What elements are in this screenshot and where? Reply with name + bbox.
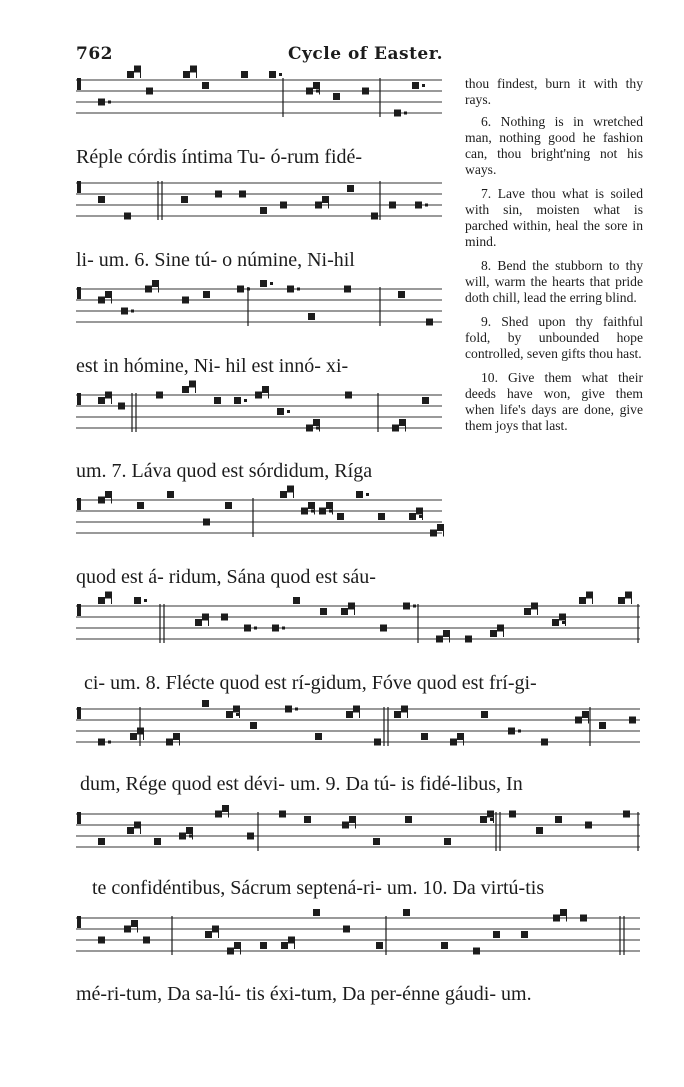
neume-note [629, 717, 636, 724]
neume-note [409, 513, 416, 520]
neume-note [313, 909, 320, 916]
neume-note [215, 191, 222, 198]
mora-dot [490, 818, 493, 821]
neume-note [623, 811, 630, 818]
lyric-line-7: dum, Rége quod est dévi- um. 9. Da tú- is fidé-libus, In [80, 773, 523, 795]
neume-note [320, 608, 327, 615]
neume-note [130, 733, 137, 740]
lyric-line-9: mé-ri-tum, Da sa-lú- tis éxi-tum, Da per-énne gáudi- um. [76, 983, 532, 1005]
neume-note [599, 722, 606, 729]
neume-note [237, 286, 244, 293]
neume-note [579, 597, 586, 604]
neume-note [582, 711, 589, 718]
lyric-line-3: est in hómine, Ni- hil est innó- xi- [76, 355, 349, 377]
neume-note [203, 519, 210, 526]
mora-dot [422, 84, 425, 87]
neume-note [182, 297, 189, 304]
clef-mark [77, 287, 81, 299]
verse-6: 6. Nothing is in wretched man, nothing good he fashion can, thou bright'ning not his ways. [465, 114, 643, 177]
neume-note [426, 319, 433, 326]
neume-note [560, 909, 567, 916]
neume-note [559, 614, 566, 621]
neume-note [118, 403, 125, 410]
neume-note [272, 625, 279, 632]
neume-note [301, 508, 308, 515]
neume-note [244, 625, 251, 632]
mora-dot [425, 204, 428, 207]
neume-note [552, 619, 559, 626]
neume-note [131, 920, 138, 927]
neume-note [260, 942, 267, 949]
neume-note [105, 592, 112, 599]
neume-note [98, 297, 105, 304]
mora-dot [236, 713, 239, 716]
neume-note [322, 196, 329, 203]
neume-note [179, 833, 186, 840]
neume-note [341, 608, 348, 615]
neume-note [315, 733, 322, 740]
neume-note [326, 502, 333, 509]
neume-note [313, 419, 320, 426]
neume-note [277, 408, 284, 415]
neume-note [98, 597, 105, 604]
mora-dot [270, 282, 273, 285]
neume-note [190, 66, 197, 73]
clef-mark [77, 393, 81, 405]
neume-note [202, 700, 209, 707]
neume-note [280, 202, 287, 209]
neume-note [121, 308, 128, 315]
neume-note [580, 915, 587, 922]
neume-note [154, 838, 161, 845]
neume-note [183, 71, 190, 78]
neume-note [241, 71, 248, 78]
neume-note [541, 739, 548, 746]
neume-note [105, 392, 112, 399]
neume-note [378, 513, 385, 520]
neume-note [374, 739, 381, 746]
neume-note [315, 202, 322, 209]
lyric-line-2: li- um. 6. Sine tú- o númine, Ni-hil [76, 249, 355, 271]
neume-note [105, 291, 112, 298]
neume-note [189, 381, 196, 388]
neume-note [287, 486, 294, 493]
neume-note [465, 636, 472, 643]
neume-note [371, 213, 378, 220]
mora-dot [419, 515, 422, 518]
neume-note [214, 397, 221, 404]
clef-mark [77, 498, 81, 510]
neume-note [345, 392, 352, 399]
neume-note [285, 706, 292, 713]
neume-note [287, 286, 294, 293]
neume-note [98, 838, 105, 845]
neume-note [444, 838, 451, 845]
mora-dot [189, 835, 192, 838]
neume-note [521, 931, 528, 938]
neume-note [416, 508, 423, 515]
neume-note [443, 630, 450, 637]
neume-note [98, 397, 105, 404]
mora-dot [131, 310, 134, 313]
neume-note [348, 603, 355, 610]
lyric-line-4: um. 7. Láva quod est sórdidum, Ríga [76, 460, 373, 482]
lyric-line-6: ci- um. 8. Flécte quod est rí-gidum, Fóve quod est frí-gi- [84, 672, 537, 694]
neume-note [304, 816, 311, 823]
neume-note [98, 99, 105, 106]
neume-note [481, 711, 488, 718]
neume-note [342, 822, 349, 829]
neume-note [152, 280, 159, 287]
neume-note [250, 722, 257, 729]
neume-note [222, 805, 229, 812]
translation-column [465, 76, 643, 434]
clef-mark [77, 604, 81, 616]
neume-note [137, 502, 144, 509]
neume-note [353, 706, 360, 713]
neume-note [586, 592, 593, 599]
neume-note [553, 915, 560, 922]
neume-note [202, 82, 209, 89]
neume-note [437, 524, 444, 531]
neume-note [480, 816, 487, 823]
neume-note [376, 942, 383, 949]
neume-note [98, 497, 105, 504]
neume-note [279, 811, 286, 818]
neume-note [373, 838, 380, 845]
verse-8: 8. Bend the stubborn to thy will, warm the hearts that pride doth chill, lead the erring blind. [465, 258, 643, 305]
neume-note [260, 280, 267, 287]
neume-note [394, 110, 401, 117]
mora-dot [366, 493, 369, 496]
mora-dot [295, 708, 298, 711]
neume-note [124, 926, 131, 933]
neume-note [487, 811, 494, 818]
neume-note [524, 608, 531, 615]
lyric-line-1: Réple córdis íntima Tu- ó-rum fidé- [76, 146, 363, 168]
mora-dot [254, 627, 257, 630]
neume-note [319, 508, 326, 515]
neume-note [288, 937, 295, 944]
neume-note [313, 82, 320, 89]
neume-note [490, 630, 497, 637]
clef-mark [77, 181, 81, 193]
neume-note [269, 71, 276, 78]
neume-note [260, 207, 267, 214]
neume-note [186, 827, 193, 834]
neume-note [212, 926, 219, 933]
mora-dot [311, 510, 314, 513]
clef-mark [77, 916, 81, 928]
neume-note [98, 739, 105, 746]
mora-dot [108, 101, 111, 104]
mora-dot [297, 288, 300, 291]
neume-note [134, 66, 141, 73]
verse-7: 7. Lave thou what is soiled with sin, moisten what is parched within, heal the sore in mind. [465, 186, 643, 249]
neume-note [401, 706, 408, 713]
neume-note [585, 822, 592, 829]
mora-dot [279, 73, 282, 76]
verse-10: 10. Give them what their deeds have won, give them when life's days are done, give them joys that last. [465, 370, 643, 433]
mora-dot [247, 288, 250, 291]
neume-note [202, 614, 209, 621]
neume-note [134, 822, 141, 829]
neume-note [182, 386, 189, 393]
neume-note [167, 491, 174, 498]
page-number: 762 [76, 44, 113, 64]
neume-note [333, 93, 340, 100]
neume-note [403, 603, 410, 610]
neume-note [430, 530, 437, 537]
neume-note [473, 948, 480, 955]
neume-note [344, 286, 351, 293]
neume-note [405, 816, 412, 823]
neume-note [306, 88, 313, 95]
mora-dot [404, 112, 407, 115]
neume-note [450, 739, 457, 746]
neume-note [337, 513, 344, 520]
neume-note [618, 597, 625, 604]
neume-note [98, 196, 105, 203]
neume-note [127, 71, 134, 78]
neume-note [346, 711, 353, 718]
neume-note [625, 592, 632, 599]
neume-note [415, 202, 422, 209]
neume-note [362, 88, 369, 95]
neume-note [497, 625, 504, 632]
neume-note [234, 942, 241, 949]
neume-note [280, 491, 287, 498]
neume-note [226, 711, 233, 718]
neume-note [181, 196, 188, 203]
neume-note [493, 931, 500, 938]
page-title: Cycle of Easter. [288, 44, 444, 64]
neume-note [457, 733, 464, 740]
clef-mark [77, 707, 81, 719]
neume-note [233, 706, 240, 713]
neume-note [234, 397, 241, 404]
neume-note [98, 937, 105, 944]
neume-note [215, 811, 222, 818]
neume-note [281, 942, 288, 949]
mora-dot [282, 627, 285, 630]
mora-dot [316, 90, 319, 93]
neume-note [509, 811, 516, 818]
neume-note [531, 603, 538, 610]
neume-note [143, 937, 150, 944]
mora-dot [287, 410, 290, 413]
neume-note [195, 619, 202, 626]
neume-note [412, 82, 419, 89]
neume-note [536, 827, 543, 834]
neume-note [239, 191, 246, 198]
lyric-line-5: quod est á- ridum, Sána quod est sáu- [76, 566, 376, 588]
neume-note [166, 739, 173, 746]
neume-note [127, 827, 134, 834]
neume-note [205, 931, 212, 938]
neume-note [225, 502, 232, 509]
neume-note [173, 733, 180, 740]
neume-note [134, 597, 141, 604]
verse-9: 9. Shed upon thy faithful fold, by unbounded hope controlled, seven gifts thou hast. [465, 314, 643, 361]
neume-note [203, 291, 210, 298]
neume-note [306, 425, 313, 432]
neume-note [124, 213, 131, 220]
neume-note [555, 816, 562, 823]
neume-note [441, 942, 448, 949]
neume-note [343, 926, 350, 933]
neume-note [421, 733, 428, 740]
neume-note [221, 614, 228, 621]
neume-note [156, 392, 163, 399]
lyric-line-8: te confidéntibus, Sácrum septená-ri- um. 10. Da virtú-tis [92, 877, 545, 899]
neume-note [508, 728, 515, 735]
verse-continuation: thou findest, burn it with thy rays. [465, 76, 643, 107]
mora-dot [316, 427, 319, 430]
mora-dot [108, 741, 111, 744]
mora-dot [413, 605, 416, 608]
neume-note [293, 597, 300, 604]
neume-note [380, 625, 387, 632]
mora-dot [329, 510, 332, 513]
neume-note [262, 386, 269, 393]
neume-note [394, 711, 401, 718]
mora-dot [518, 730, 521, 733]
neume-note [389, 202, 396, 209]
neume-note [308, 313, 315, 320]
neume-note [403, 909, 410, 916]
neume-note [146, 88, 153, 95]
neume-note [227, 948, 234, 955]
neume-note [105, 491, 112, 498]
neume-note [255, 392, 262, 399]
neume-note [308, 502, 315, 509]
neume-note [398, 291, 405, 298]
mora-dot [244, 399, 247, 402]
neume-note [145, 286, 152, 293]
clef-mark [77, 812, 81, 824]
neume-note [422, 397, 429, 404]
neume-note [392, 425, 399, 432]
neume-note [347, 185, 354, 192]
neume-note [399, 419, 406, 426]
neume-note [436, 636, 443, 643]
neume-note [247, 833, 254, 840]
neume-note [575, 717, 582, 724]
clef-mark [77, 78, 81, 90]
neume-note [356, 491, 363, 498]
neume-note [349, 816, 356, 823]
mora-dot [144, 599, 147, 602]
mora-dot [562, 621, 565, 624]
neume-note [137, 728, 144, 735]
